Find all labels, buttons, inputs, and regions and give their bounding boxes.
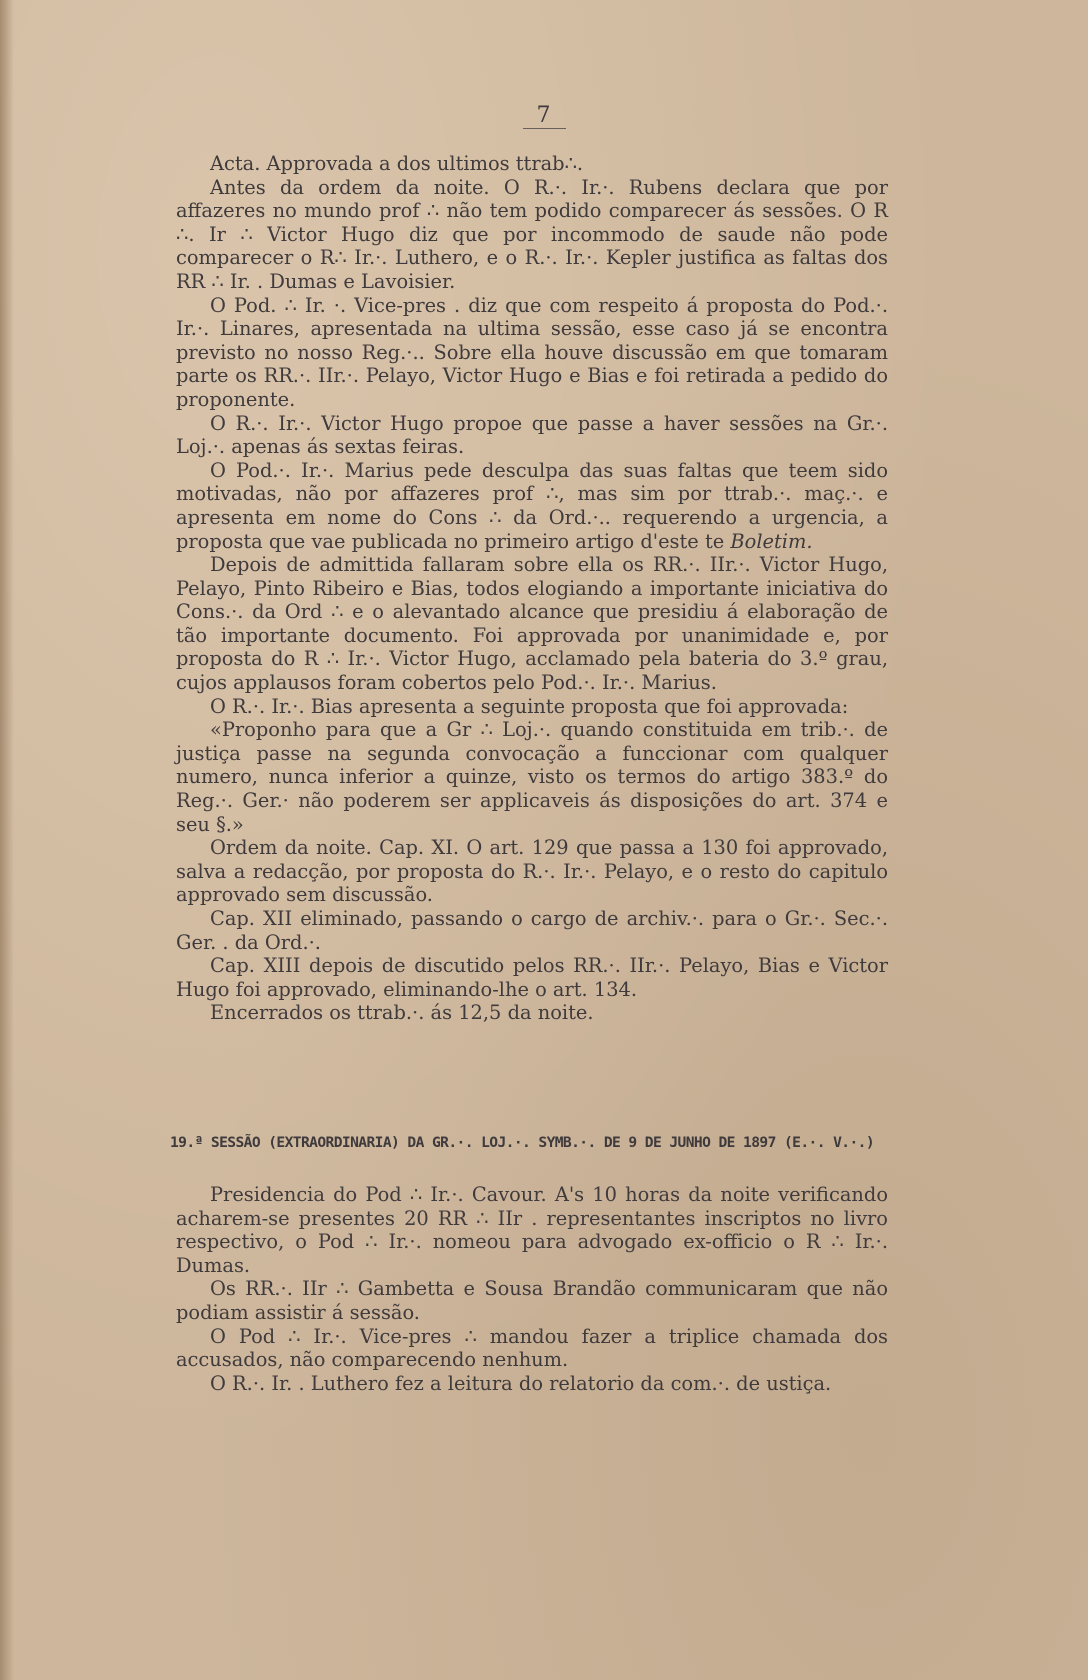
paragraph: Presidencia do Pod ∴ Ir.·. Cavour. A's 10 horas da noite verificando acharem-se presentes 20 RR ∴ IIr . representantes inscriptos no livro respectivo, o Pod ∴ Ir.·. nomeou para advogado ex-officio o R ∴ Ir.·. Dumas. bbox=[176, 1183, 888, 1277]
paragraph: O R.·. Ir. . Luthero fez a leitura do relatorio da com.·. de ustiça. bbox=[210, 1371, 832, 1395]
page-number: 7 bbox=[0, 103, 1088, 128]
paragraph: O R.·. Ir.·. Bias apresenta a seguinte proposta que foi approvada: bbox=[210, 694, 849, 718]
paragraph: Ordem da noite. Cap. XI. O art. 129 que passa a 130 foi approvado, salva a redacção, por proposta do R.·. Ir.·. Pelayo, e o resto do capitulo approvado sem discussão. bbox=[176, 836, 888, 907]
paragraph: Encerrados os ttrab.·. ás 12,5 da noite. bbox=[210, 1001, 594, 1025]
boletim-word: Boletim. bbox=[730, 529, 813, 553]
paragraph: Depois de admittida fallaram sobre ella os RR.·. IIr.·. Victor Hugo, Pelayo, Pinto Ribeiro e Bias, todos elogiando a importante iniciativa do Cons.·. da Ord ∴ e o alevantado alcance que presidiu á elaboração de tão importante documento. Foi approvada por unanimidade e, por proposta do R ∴ Ir.·. Victor Hugo, acclamado pela bateria do 3.º grau, cujos applausos foram cobertos pelo Pod.·. Ir.·. Marius. bbox=[176, 553, 888, 695]
paragraph: Antes da ordem da noite. O R.·. Ir.·. Rubens declara que por affazeres no mundo prof ∴ não tem podido comparecer ás sessões. O R ∴. Ir ∴ Victor Hugo diz que por incommodo de saude não pode comparecer o R∴ Ir.·. Luthero, e o R.·. Ir.·. Kepler justifica as faltas dos RR ∴ Ir. . Dumas e Lavoisier. bbox=[176, 175, 888, 293]
paragraph: Cap. XIII depois de discutido pelos RR.·. IIr.·. Pelayo, Bias e Victor Hugo foi approvado, eliminando-lhe o art. 134. bbox=[176, 954, 888, 1001]
paragraph: Os RR.·. IIr ∴ Gambetta e Sousa Brandão communicaram que não podiam assistir á sessão. bbox=[176, 1277, 888, 1324]
paragraph: Cap. XII eliminado, passando o cargo de archiv.·. para o Gr.·. Sec.·. Ger. . da Ord.·. bbox=[176, 907, 888, 954]
paragraph: O Pod ∴ Ir.·. Vice-pres ∴ mandou fazer a triplice chamada dos accusados, não comparecendo nenhum. bbox=[176, 1324, 888, 1372]
session-text bbox=[176, 1183, 888, 1395]
paragraph: O R.·. Ir.·. Victor Hugo propoe que passe a haver sessões na Gr.·. Loj.·. apenas ás sextas feiras. bbox=[176, 411, 888, 459]
paragraph: Acta. Approvada a dos ultimos ttrab∴. bbox=[210, 152, 584, 175]
minutes-text bbox=[176, 152, 888, 1025]
paragraph: O Pod. ∴ Ir. ·. Vice-pres . diz que com respeito á proposta do Pod.·. Ir.·. Linares, apresentada na ultima sessão, esse caso já se encontra previsto no nosso Reg.·.. Sobre ella houve discussão em que tomaram parte os RR.·. IIr.·. Pelayo, Victor Hugo e Bias e foi retirada a pedido do proponente. bbox=[176, 293, 888, 411]
section-heading: 19.ª SESSÃO (EXTRAORDINARIA) DA GR.·. LOJ.·. SYMB.·. DE 9 DE JUNHO DE 1897 (E.·. V.·.) bbox=[170, 1134, 875, 1151]
page-edge-shadow bbox=[0, 0, 14, 1680]
paragraph: «Proponho para que a Gr ∴ Loj.·. quando constituida em trib.·. de justiça passe na segunda convocação a funccionar com qualquer numero, nunca inferior a quinze, visto os termos do artigo 383.º do Reg.·. Ger.· não poderem ser applicaveis ás disposições do art. 374 e seu §.» bbox=[176, 718, 888, 836]
paragraph: O Pod.·. Ir.·. Marius pede desculpa das suas faltas que teem sido motivadas, não por affazeres prof ∴, mas sim por ttrab.·. maç.·. e apresenta em nome do Cons ∴ da Ord.·.. requerendo a urgencia, a proposta que vae publicada no primeiro artigo d'este te Boletim. bbox=[176, 458, 888, 553]
